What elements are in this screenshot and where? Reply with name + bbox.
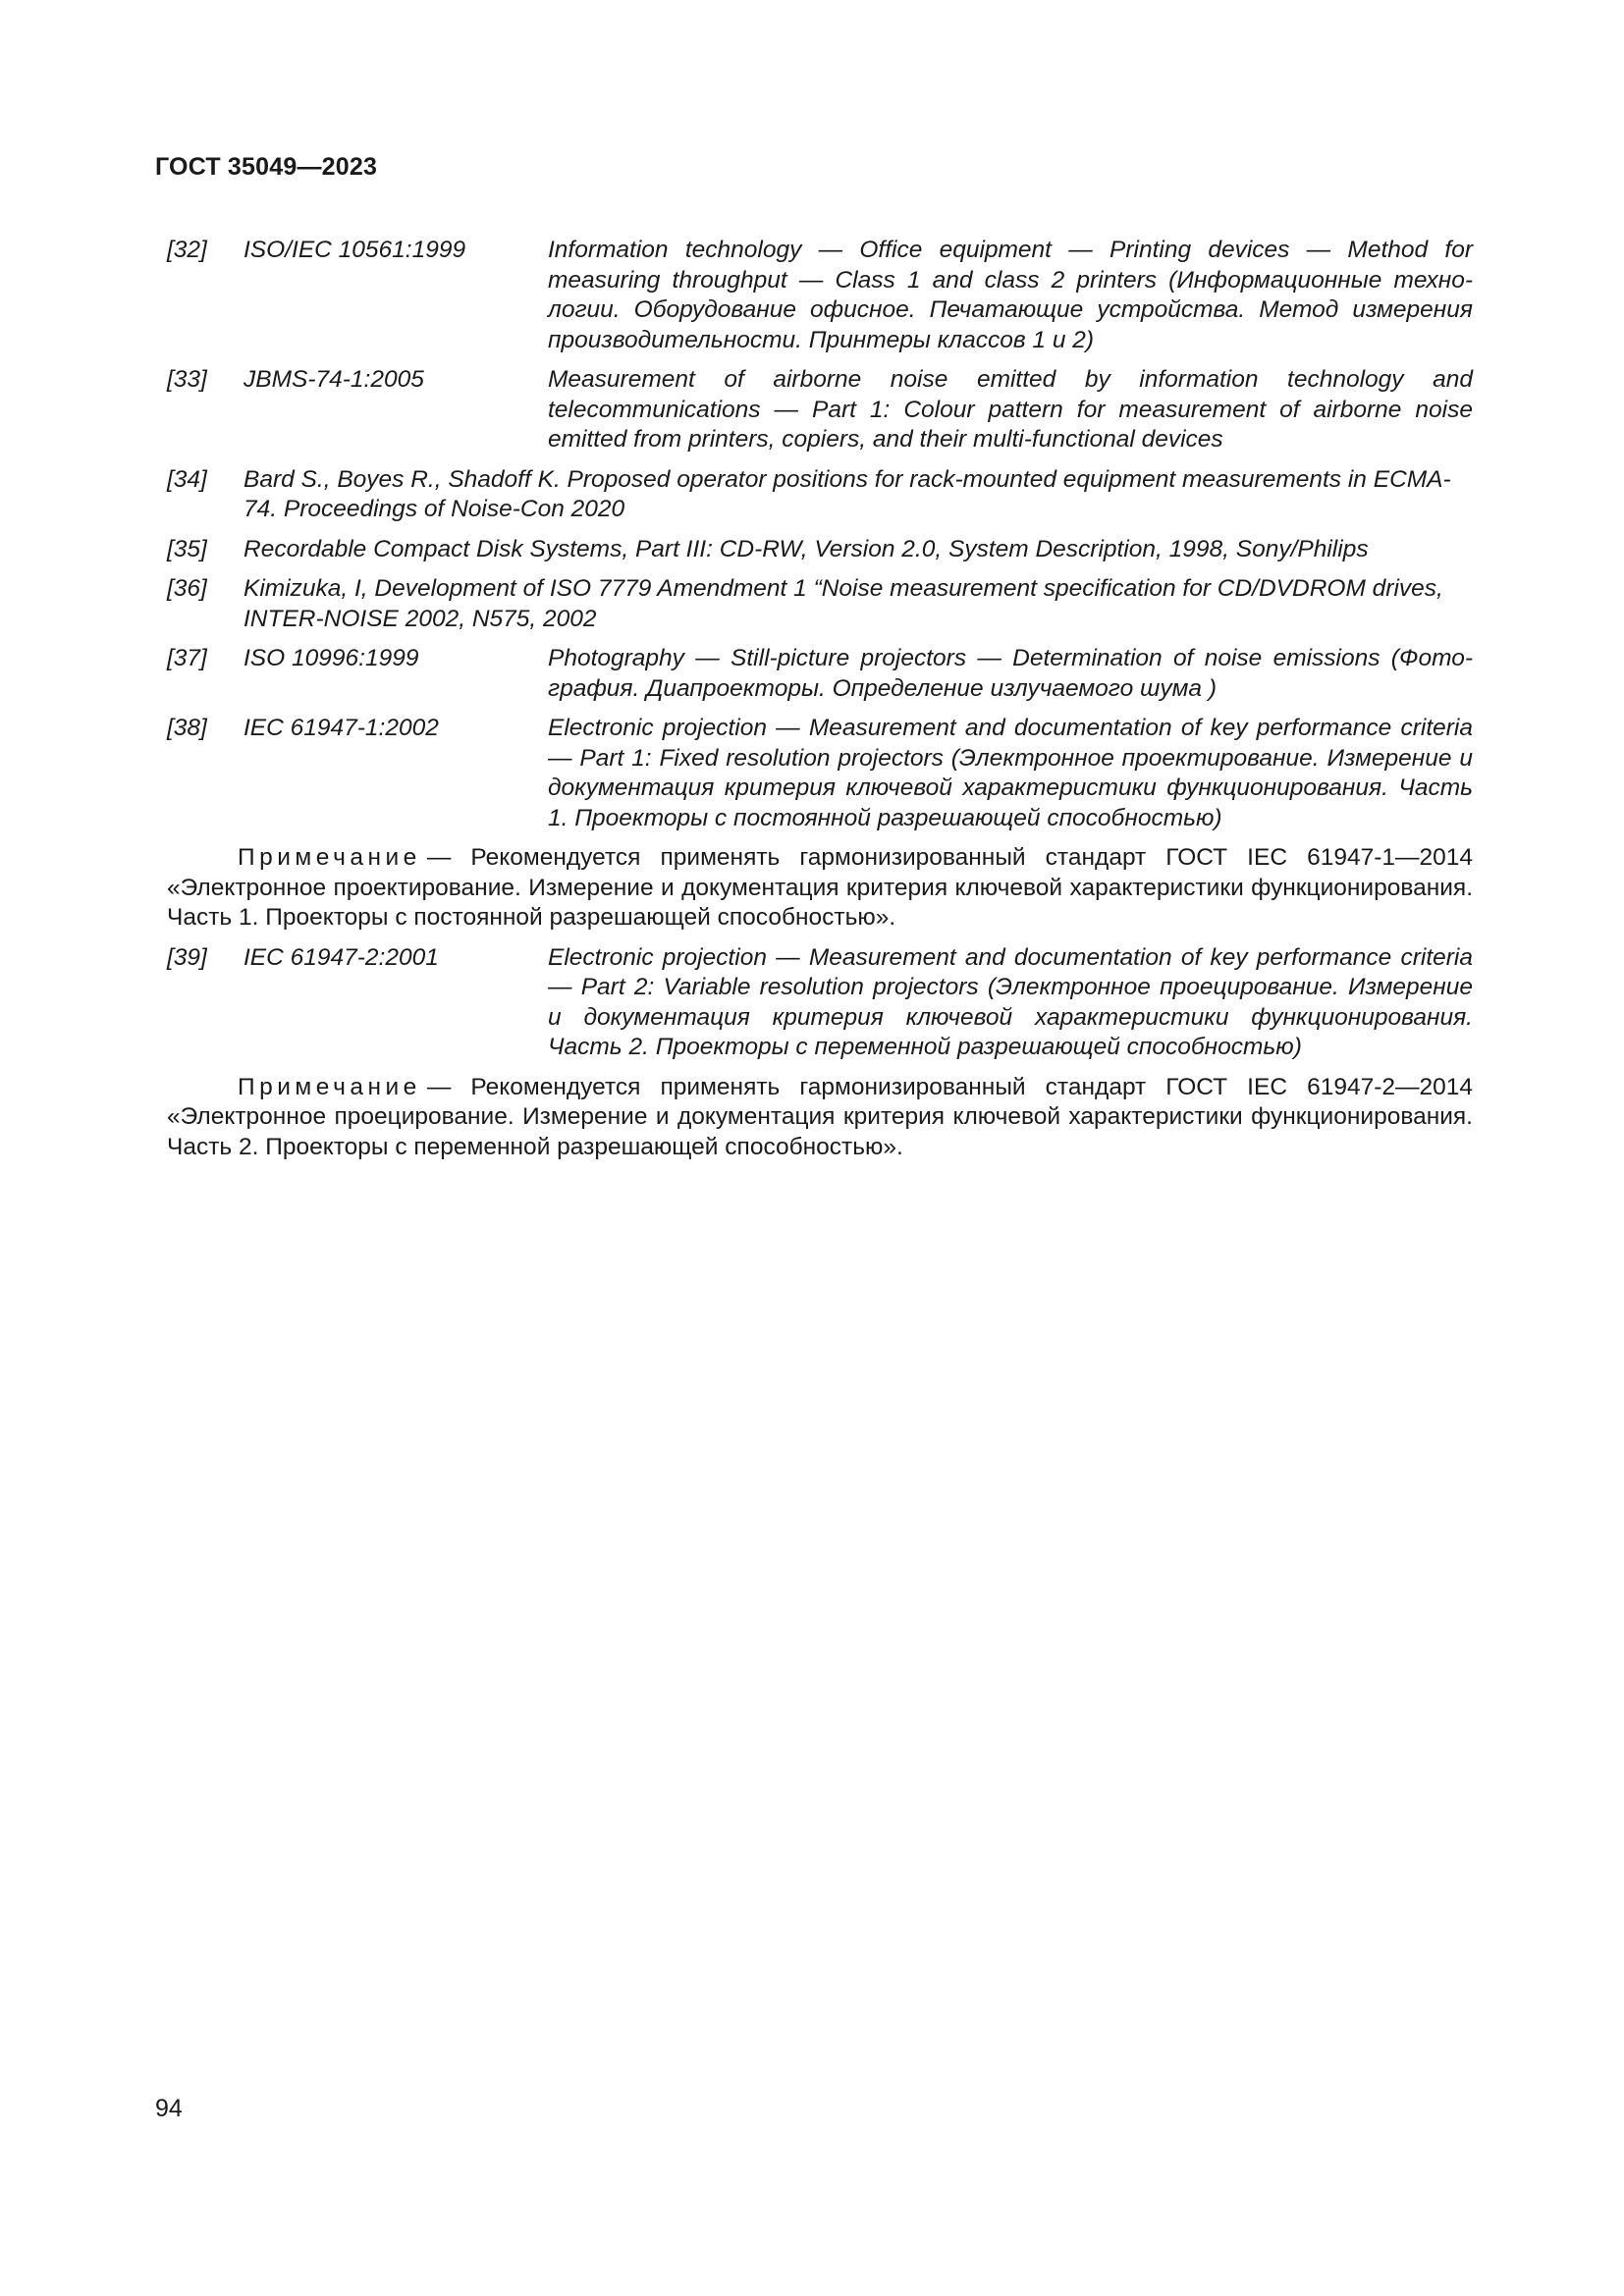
entry-number: [34] [167, 465, 207, 493]
entry-number: [37] [167, 645, 207, 671]
bibliography-entry [167, 535, 1473, 565]
entry-description: Information technology — Office equipment — Printing devices — Method for measuring throughput — Class 1 and class 2 printers (Информационные технологии. Оборудование офисное. Печатающие устройства. Метод измерения производительности. Принтеры классов 1 и 2) [548, 237, 1473, 353]
page-number: 94 [155, 2095, 183, 2122]
entry-description: Bard S., Boyes R., Shadoff K. Proposed operator positions for rack-mounted equipment measurements in ECMA-74. Proceedings of Noise-Con 2020 [244, 465, 1451, 522]
bibliography-entry [167, 943, 1473, 1063]
note-text: — Рекомендуется применять гармонизированный стандарт ГОСТ IEC 61947-2—2014 «Электронное проецирование. Измерение и документация критерия ключевой характеристики функционирования. Часть 2. Проекторы с переменной разрешающей способностью». [167, 1073, 1473, 1160]
bibliography-entry [167, 465, 1473, 525]
entry-code: JBMS-74-1:2005 [244, 366, 424, 393]
note-label: Примечание [238, 1073, 421, 1100]
bibliography-entry [167, 644, 1473, 704]
entry-number: [36] [167, 575, 207, 602]
bibliography-list [167, 236, 1473, 1172]
entry-code: ISO/IEC 10561:1999 [244, 237, 466, 263]
bibliography-entry [167, 714, 1473, 833]
entry-number: [35] [167, 535, 207, 562]
entry-number: [32] [167, 237, 207, 263]
note-text: — Рекомендуется применять гармонизированный стандарт ГОСТ IEC 61947-1—2014 «Электронное проектирование. Измерение и документация критерия ключевой характеристики функционирования. Часть 1. Проекторы с постоянной разрешающей способностью». [167, 844, 1473, 931]
entry-description: Electronic projection — Measurement and documentation of key performance criteria — Part 1: Fixed resolution projectors (Электронное проектирование. Измерение и документация критерия ключевой характеристики функционирования. Часть 1. Проекторы с постоянной разрешающей способностью) [548, 715, 1473, 831]
entry-description: Recordable Compact Disk Systems, Part III: CD-RW, Version 2.0, System Description, 1998, Sony/Philips [244, 535, 1369, 562]
note-paragraph [167, 1073, 1473, 1163]
entry-number: [33] [167, 366, 207, 393]
entry-code: IEC 61947-1:2002 [244, 715, 439, 741]
entry-code: IEC 61947-2:2001 [244, 943, 439, 971]
entry-description: Photography — Still-picture projectors — Determination of noise emissions (Фотография. Диапроекторы. Определение излучаемого шума ) [548, 645, 1473, 702]
entry-number: [38] [167, 715, 207, 741]
note-label: Примечание [238, 844, 421, 871]
entry-description: Kimizuka, I, Development of ISO 7779 Amendment 1 “Noise measurement specification for CD/DVDROM drives, INTER-NOISE 2002, N575, 2002 [244, 575, 1443, 632]
document-header: ГОСТ 35049—2023 [155, 153, 378, 181]
bibliography-entry [167, 236, 1473, 355]
entry-description: Electronic projection — Measurement and documentation of key performance criteria — Part 2: Variable resolution projectors (Электронное проецирование. Измерение и документация критерия ключевой характеристики функционирования. Часть 2. Проекторы с переменной разрешающей способностью) [548, 943, 1473, 1060]
bibliography-entry [167, 365, 1473, 455]
entry-description: Measurement of airborne noise emitted by information technology and telecommunications — Part 1: Colour pattern for measurement of airborne noise emitted from printers, copiers, and their multi-functional devices [548, 366, 1473, 453]
entry-code: ISO 10996:1999 [244, 645, 419, 671]
note-paragraph [167, 843, 1473, 934]
entry-number: [39] [167, 943, 207, 971]
bibliography-entry [167, 574, 1473, 634]
